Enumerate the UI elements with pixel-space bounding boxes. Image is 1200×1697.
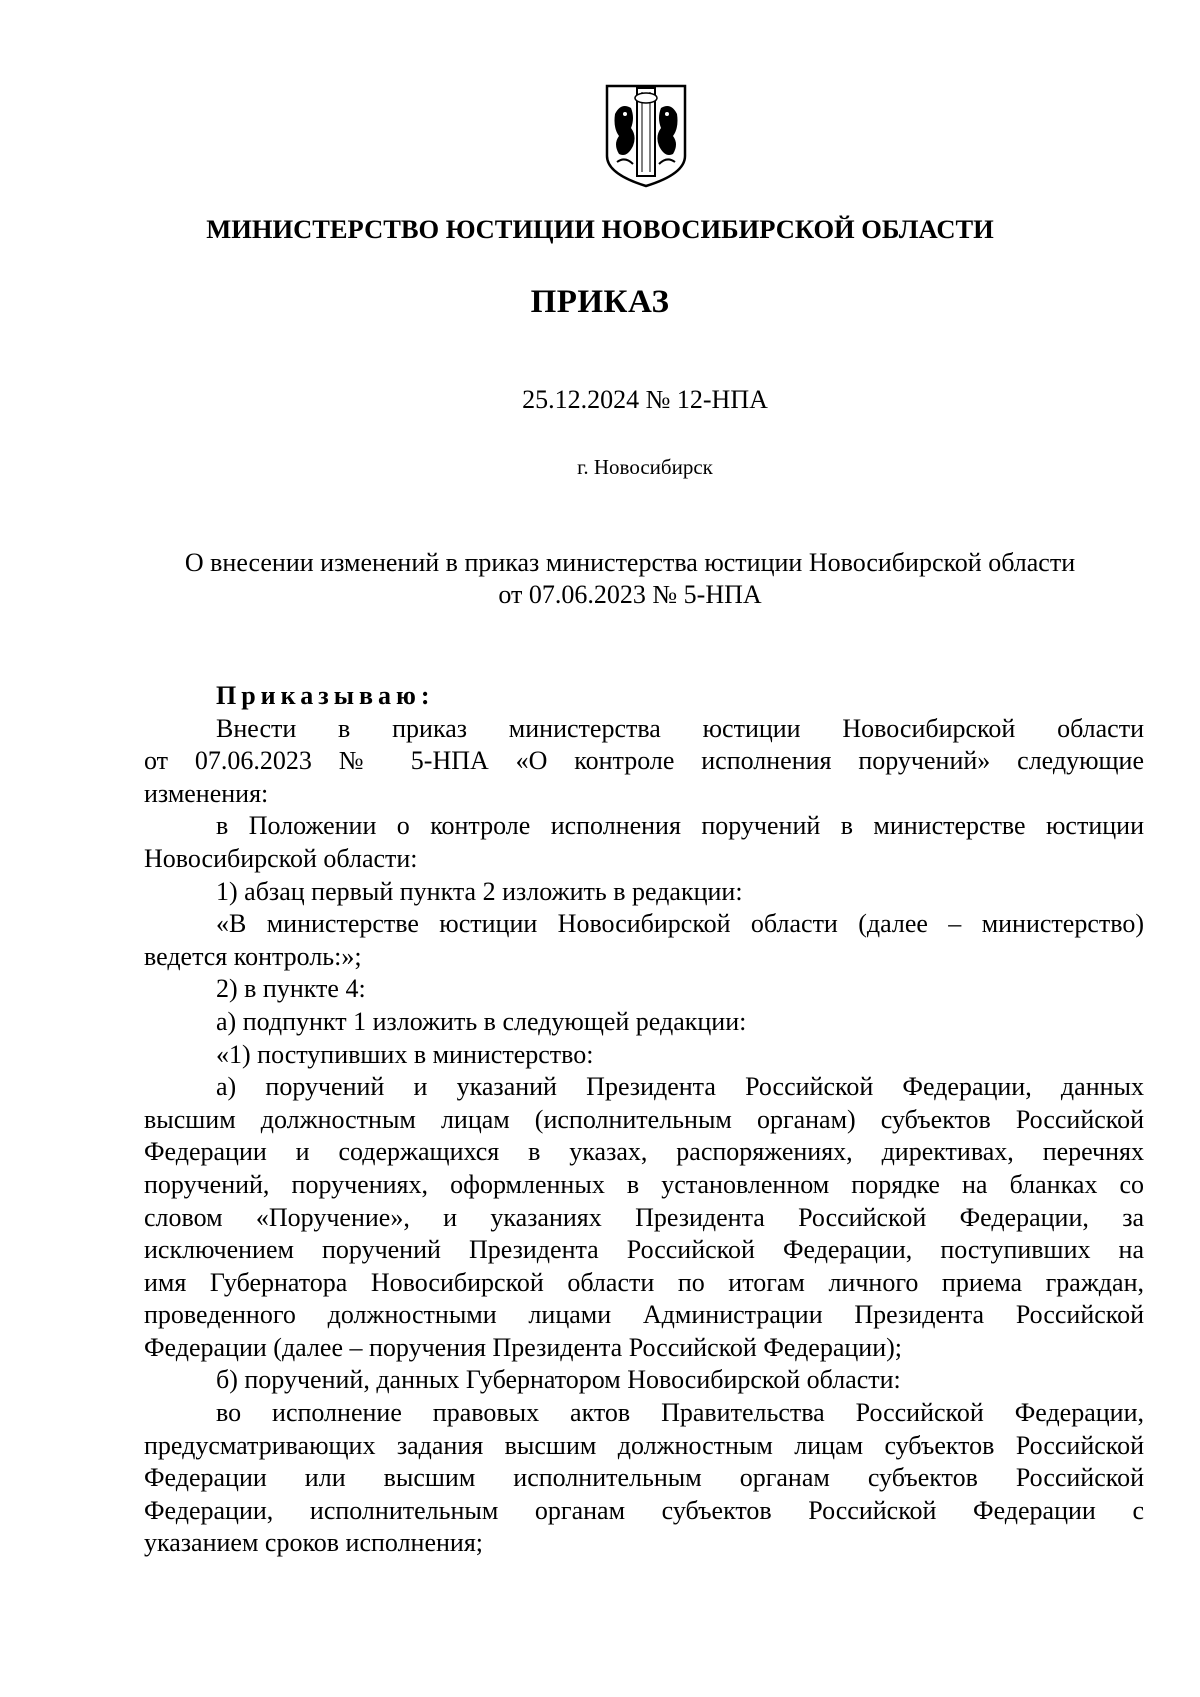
body-line: «В министерстве юстиции Новосибирской области (далее – министерство) <box>216 909 1144 939</box>
coat-of-arms-icon <box>603 84 689 188</box>
ministry-name: МИНИСТЕРСТВО ЮСТИЦИИ НОВОСИБИРСКОЙ ОБЛАСТИ <box>206 214 994 244</box>
body-line: ведется контроль:»; <box>144 941 362 971</box>
document-body <box>144 680 1144 1560</box>
body-line: предусматривающих задания высшим должностным лицам субъектов Российской <box>144 1430 1144 1460</box>
order-word: Приказываю: <box>216 681 435 710</box>
body-line: б) поручений, данных Губернатором Новосибирской области: <box>216 1365 901 1395</box>
body-line: словом «Поручение», и указаниях Президента Российской Федерации, за <box>144 1202 1144 1232</box>
body-line: в Положении о контроле исполнения поручений в министерстве юстиции <box>216 811 1144 841</box>
body-line: поручений, поручениях, оформленных в установленном порядке на бланках со <box>144 1169 1144 1199</box>
city: г. Новосибирск <box>577 455 713 479</box>
body-line: Внести в приказ министерства юстиции Новосибирской области <box>216 713 1144 743</box>
body-line: во исполнение правовых актов Правительства Российской Федерации, <box>216 1398 1144 1428</box>
body-line: исключением поручений Президента Российской Федерации, поступивших на <box>144 1235 1144 1265</box>
body-line: а) поручений и указаний Президента Российской Федерации, данных <box>216 1072 1144 1102</box>
body-line: Федерации или высшим исполнительным органам субъектов Российской <box>144 1463 1144 1493</box>
document-type: ПРИКАЗ <box>530 284 670 320</box>
body-line: изменения: <box>144 778 269 808</box>
subject-line: от 07.06.2023 № 5-НПА <box>498 580 762 609</box>
body-line: Новосибирской области: <box>144 843 418 873</box>
document-subject <box>130 547 1130 611</box>
body-line: 2) в пункте 4: <box>216 974 366 1004</box>
subject-line: О внесении изменений в приказ министерства юстиции Новосибирской области <box>184 548 1076 577</box>
body-line: Федерации (далее – поручения Президента Российской Федерации); <box>144 1332 902 1362</box>
document-number: 25.12.2024 № 12-НПА <box>522 385 768 414</box>
body-line: «1) поступивших в министерство: <box>216 1039 594 1069</box>
body-line: а) подпункт 1 изложить в следующей редакции: <box>216 1006 747 1036</box>
body-line: от 07.06.2023 № 5-НПА «О контроле исполнения поручений» следующие <box>144 746 1144 776</box>
body-line: Федерации, исполнительным органам субъектов Российской Федерации с <box>144 1495 1144 1525</box>
body-line: Федерации и содержащихся в указах, распоряжениях, директивах, перечнях <box>144 1137 1144 1167</box>
body-line: проведенного должностными лицами Администрации Президента Российской <box>144 1300 1144 1330</box>
body-line: указанием сроков исполнения; <box>144 1528 484 1558</box>
body-line: имя Губернатора Новосибирской области по итогам личного приема граждан, <box>144 1267 1144 1297</box>
body-line: 1) абзац первый пункта 2 изложить в редакции: <box>216 876 743 906</box>
body-line: высшим должностным лицам (исполнительным органам) субъектов Российской <box>144 1104 1144 1134</box>
